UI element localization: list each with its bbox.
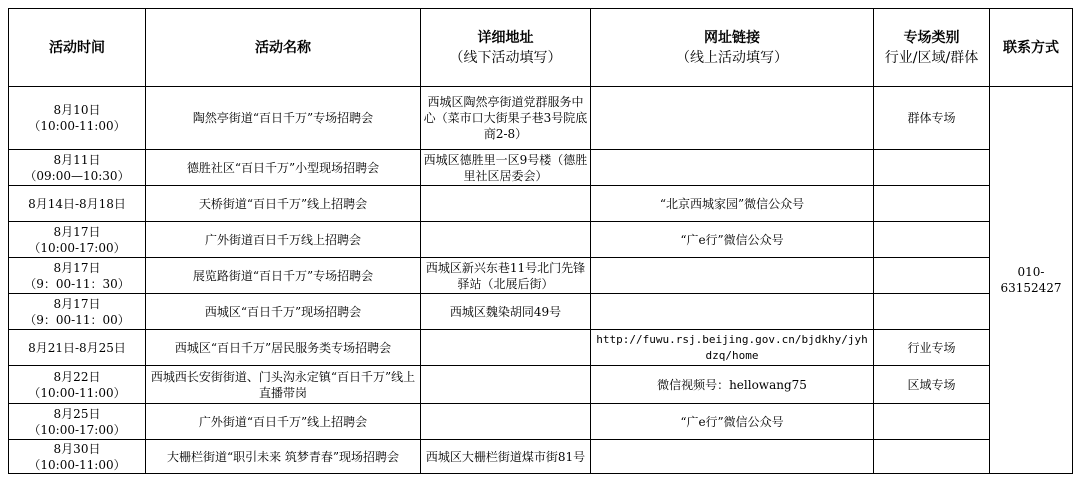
header-category-title: 专场类别 xyxy=(903,29,960,46)
header-row xyxy=(9,9,1073,87)
table-row xyxy=(9,150,1073,186)
row-address: 西城区新兴东巷11号北门先锋驿站（北展后街） xyxy=(421,258,591,294)
recruitment-schedule-table xyxy=(8,8,1073,474)
row-time: 8月22日 （10:00-11:00） xyxy=(9,366,146,404)
row-name: 西城区“百日千万”居民服务类专场招聘会 xyxy=(146,330,421,366)
table-row xyxy=(9,404,1073,440)
table-row xyxy=(9,366,1073,404)
header-contact: 联系方式 xyxy=(990,9,1073,87)
row-time: 8月17日 （9：00-11：30） xyxy=(9,258,146,294)
row-address: 西城区魏染胡同49号 xyxy=(421,294,591,330)
row-time: 8月21日-8月25日 xyxy=(9,330,146,366)
row-category: 群体专场 xyxy=(874,87,990,150)
row-category xyxy=(874,258,990,294)
row-category xyxy=(874,186,990,222)
row-name: 德胜社区“百日千万”小型现场招聘会 xyxy=(146,150,421,186)
row-link xyxy=(591,258,874,294)
row-link: “广e行”微信公众号 xyxy=(591,404,874,440)
row-category: 行业专场 xyxy=(874,330,990,366)
row-time: 8月30日 （10:00-11:00） xyxy=(9,440,146,474)
header-address-sub: （线下活动填写） xyxy=(449,49,562,66)
row-address: 西城区陶然亭街道党群服务中心（菜市口大街果子巷3号院底商2-8） xyxy=(421,87,591,150)
row-link: 微信视频号：hellowang75 xyxy=(591,366,874,404)
row-link xyxy=(591,294,874,330)
contact-cell: 010- 63152427 xyxy=(990,87,1073,474)
row-address: 西城区大栅栏街道煤市街81号 xyxy=(421,440,591,474)
row-link: “北京西城家园”微信公众号 xyxy=(591,186,874,222)
header-address-title: 详细地址 xyxy=(477,29,534,46)
header-link-title: 网址链接 xyxy=(704,29,760,46)
table-row xyxy=(9,440,1073,474)
header-time: 活动时间 xyxy=(9,9,146,87)
header-link-sub: （线上活动填写） xyxy=(676,49,788,66)
table-row xyxy=(9,330,1073,366)
row-address xyxy=(421,404,591,440)
header-category xyxy=(874,9,990,87)
row-category xyxy=(874,294,990,330)
row-time: 8月17日 （9：00-11：00） xyxy=(9,294,146,330)
row-category xyxy=(874,404,990,440)
row-link xyxy=(591,150,874,186)
row-name: 天桥街道“百日千万”线上招聘会 xyxy=(146,186,421,222)
header-name: 活动名称 xyxy=(146,9,421,87)
table-row xyxy=(9,294,1073,330)
row-category xyxy=(874,222,990,258)
row-time: 8月17日 （10:00-17:00） xyxy=(9,222,146,258)
row-name: 西城区“百日千万”现场招聘会 xyxy=(146,294,421,330)
header-link xyxy=(591,9,874,87)
row-name: 广外街道“百日千万”线上招聘会 xyxy=(146,404,421,440)
row-name: 大栅栏街道“职引未来 筑梦青春”现场招聘会 xyxy=(146,440,421,474)
row-name: 展览路街道“百日千万”专场招聘会 xyxy=(146,258,421,294)
row-time: 8月14日-8月18日 xyxy=(9,186,146,222)
row-address: 西城区德胜里一区9号楼（德胜里社区居委会） xyxy=(421,150,591,186)
row-address xyxy=(421,222,591,258)
table-row xyxy=(9,222,1073,258)
header-category-sub: 行业/区域/群体 xyxy=(884,49,979,66)
row-link xyxy=(591,440,874,474)
row-category xyxy=(874,150,990,186)
row-name: 陶然亭街道“百日千万”专场招聘会 xyxy=(146,87,421,150)
row-category: 区域专场 xyxy=(874,366,990,404)
row-address xyxy=(421,186,591,222)
row-time: 8月10日 （10:00-11:00） xyxy=(9,87,146,150)
row-address xyxy=(421,366,591,404)
row-category xyxy=(874,440,990,474)
row-time: 8月25日 （10:00-17:00） xyxy=(9,404,146,440)
table-row xyxy=(9,87,1073,150)
row-link[interactable]: http://fuwu.rsj.beijing.gov.cn/bjdkhy/jyhdzq/home xyxy=(591,330,874,366)
row-name: 西城西长安街街道、门头沟永定镇“百日千万”线上直播带岗 xyxy=(146,366,421,404)
table-row xyxy=(9,258,1073,294)
row-name: 广外街道百日千万线上招聘会 xyxy=(146,222,421,258)
table-row xyxy=(9,186,1073,222)
header-address xyxy=(421,9,591,87)
row-time: 8月11日 （09:00—10:30） xyxy=(9,150,146,186)
row-link xyxy=(591,87,874,150)
row-address xyxy=(421,330,591,366)
row-link: “广e行”微信公众号 xyxy=(591,222,874,258)
